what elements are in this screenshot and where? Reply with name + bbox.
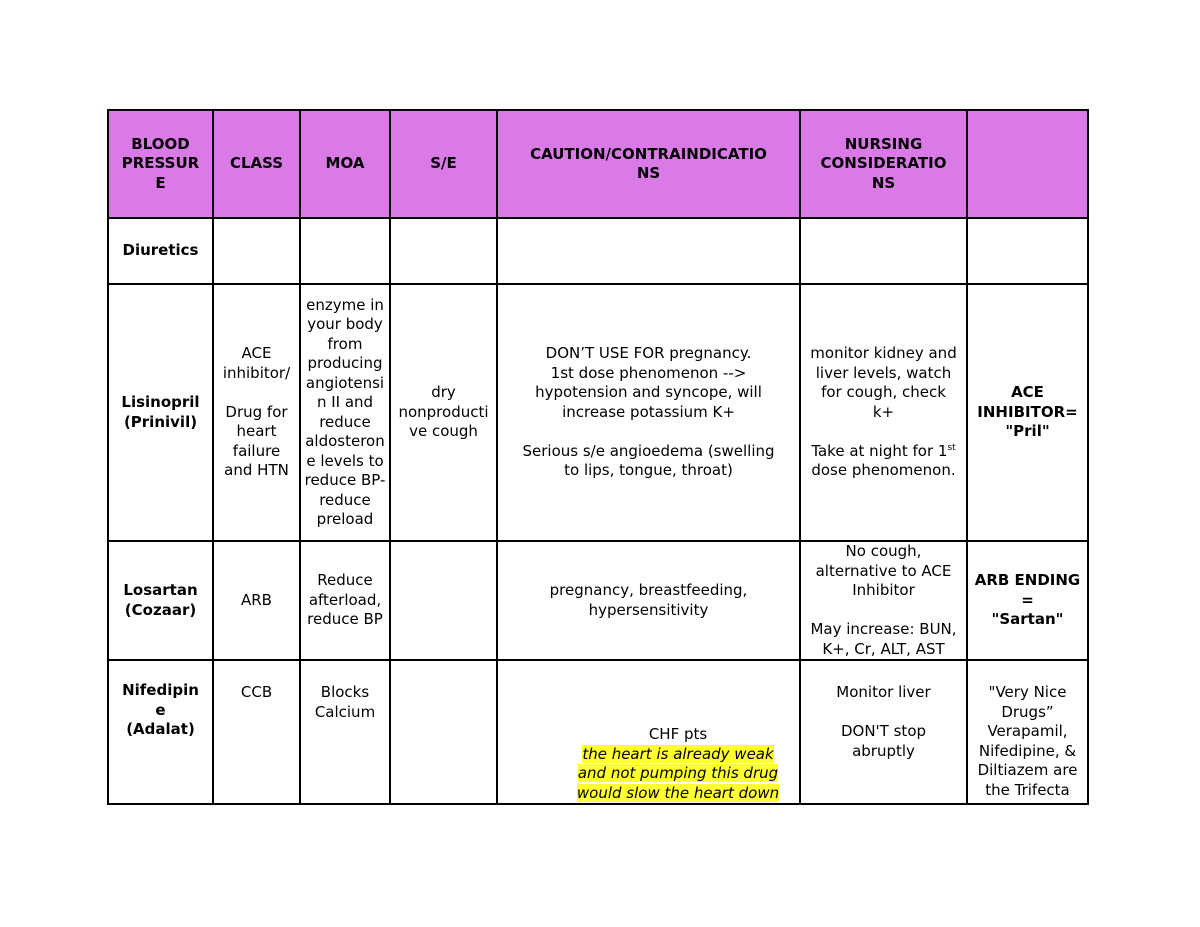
class-nifedipine: CCB [213,660,300,804]
header-row [108,110,1088,218]
cell-line: afterload, [308,590,382,609]
cell-line: k+ [872,402,895,421]
cell-line: CHF pts [648,725,708,743]
cell-line: for cough, check [821,383,946,402]
cell-line: ACE [241,344,272,363]
cell-line: from [327,334,363,353]
cell-line: K+, Cr, ALT, AST [822,639,945,658]
moa-nifedipine [300,660,390,804]
cell-line: "Sartan" [991,610,1064,629]
cell-line: ve cough [409,422,478,441]
drug-name-nifedipine [108,660,213,804]
cell-line: Blocks [320,683,370,701]
empty-cell [800,218,967,284]
cell-line: e levels to [306,451,384,470]
empty-cell [213,218,300,284]
cell-line: enzyme in [306,295,384,314]
cell-line: "Pril" [1005,422,1050,441]
header-moa: MOA [300,110,390,218]
cell-line: heart [236,422,277,441]
header-notes [967,110,1088,218]
highlighted-line [558,764,798,784]
cell-line: Serious s/e angioedema (swelling [522,441,775,460]
cell-text: Take at night for 1 [811,441,948,460]
cell-line: DON’T USE FOR pregnancy. [545,344,752,363]
cell-line: your body [307,315,383,333]
moa-lisinopril [300,284,390,541]
cell-line: dry [431,383,456,402]
drug-name-lisinopril [108,284,213,541]
cell-line: inhibitor/ [222,363,291,382]
cell-line: abruptly [852,741,915,760]
header-text: CAUTION/CONTRAINDICATIO [530,144,767,163]
table-row-diuretics [108,218,1088,284]
cell-line: reduce [319,412,371,431]
highlighted-text: would slow the heart down [576,783,780,802]
cell-line: preload [316,510,374,528]
cell-line: Inhibitor [852,581,915,599]
note-nifedipine [967,660,1088,804]
nursing-lisinopril [800,284,967,541]
cell-line: Drug for [225,402,288,421]
empty-cell [967,218,1088,284]
header-caution [497,110,800,218]
cell-line: ARB ENDING [974,571,1081,590]
line-gap [499,422,798,442]
cell-line: "Very Nice [988,683,1067,701]
cell-line: Nifedipine, & [978,741,1077,760]
cell-line: Verapamil, [987,722,1068,740]
cell-line: Diltiazem are [977,761,1078,779]
cell-line: dose phenomenon. [811,461,956,480]
line-gap [215,383,298,403]
cell-line [802,442,965,462]
cell-line: reduce BP [307,610,383,629]
header-text: BLOOD [131,134,190,153]
cell-line: reduce [319,490,371,509]
empty-cell [390,541,497,660]
drug-name-losartan [108,541,213,660]
cell-line: hypotension and syncope, will [535,383,762,402]
drug-name-text: Nifedipin [122,681,199,699]
class-lisinopril [213,284,300,541]
highlighted-text: the heart is already weak [582,744,774,763]
cell-line: the Trifecta [985,780,1070,799]
cell-line: to lips, tongue, throat) [564,461,733,480]
caution-nifedipine [497,660,800,804]
drug-name-text: (Prinivil) [123,412,198,431]
cell-line: May increase: BUN, [810,620,957,638]
moa-losartan [300,541,390,660]
cell-line: = [1021,590,1034,609]
nursing-nifedipine [800,660,967,804]
blood-pressure-drug-table [107,109,1089,805]
cell-line: increase potassium K+ [562,402,735,421]
cell-line: monitor kidney and [810,344,957,363]
empty-cell [390,660,497,804]
superscript: st [947,442,956,453]
highlighted-text: and not pumping this drug [577,764,779,782]
nursing-losartan [800,541,967,660]
note-losartan [967,541,1088,660]
se-lisinopril [390,284,497,541]
header-text: NS [871,173,896,192]
header-text: NURSING [844,134,923,153]
cell-line: hypersensitivity [588,600,709,619]
drug-name-text: (Adalat) [126,720,195,738]
cell-line: nonproducti [398,402,489,421]
line-gap [802,422,965,442]
header-text: NS [636,164,661,182]
table-row-lisinopril [108,284,1088,541]
cell-line: Calcium [314,702,376,721]
header-text: PRESSUR [121,154,200,173]
cell-line: No cough, [845,542,922,560]
cell-line: and HTN [224,461,289,480]
cell-line: ACE [1011,383,1044,402]
cell-line: pregnancy, breastfeeding, [549,581,748,599]
header-class: CLASS [213,110,300,218]
header-text: E [155,173,166,192]
drug-name-text: e [155,700,166,719]
line-gap [802,601,965,621]
empty-cell [497,218,800,284]
cell-line: Monitor liver [836,683,931,701]
drug-name-text: Lisinopril [121,393,200,411]
cell-line: reduce BP- [304,471,386,489]
header-blood-pressure [108,110,213,218]
cell-line: Drugs” [1001,702,1054,721]
header-se: S/E [390,110,497,218]
drug-name-text: (Cozaar) [124,600,197,619]
cell-line: INHIBITOR= [977,402,1078,421]
cell-line: n II and [316,393,374,411]
caution-losartan [497,541,800,660]
empty-cell [390,218,497,284]
highlighted-line [558,784,798,804]
cell-line: angiotensi [305,373,385,392]
drug-name-text: Losartan [123,581,198,599]
cell-line: 1st dose phenomenon --> [550,363,747,382]
header-nursing [800,110,967,218]
cell-line: producing [307,354,383,372]
table-row-nifedipine [108,660,1088,804]
header-text: CONSIDERATIO [820,154,947,173]
line-gap [802,703,965,723]
highlighted-line [558,745,798,765]
cell-line: Reduce [317,571,373,590]
note-lisinopril [967,284,1088,541]
drug-name-diuretics: Diuretics [108,218,213,284]
cell-line: DON'T stop [840,722,927,740]
table-row-losartan [108,541,1088,660]
cell-line: aldosteron [305,432,385,450]
class-losartan: ARB [213,541,300,660]
empty-cell [300,218,390,284]
cell-line: liver levels, watch [815,363,952,382]
caution-lisinopril [497,284,800,541]
cell-line: failure [232,441,281,460]
cell-line: alternative to ACE [815,561,952,580]
